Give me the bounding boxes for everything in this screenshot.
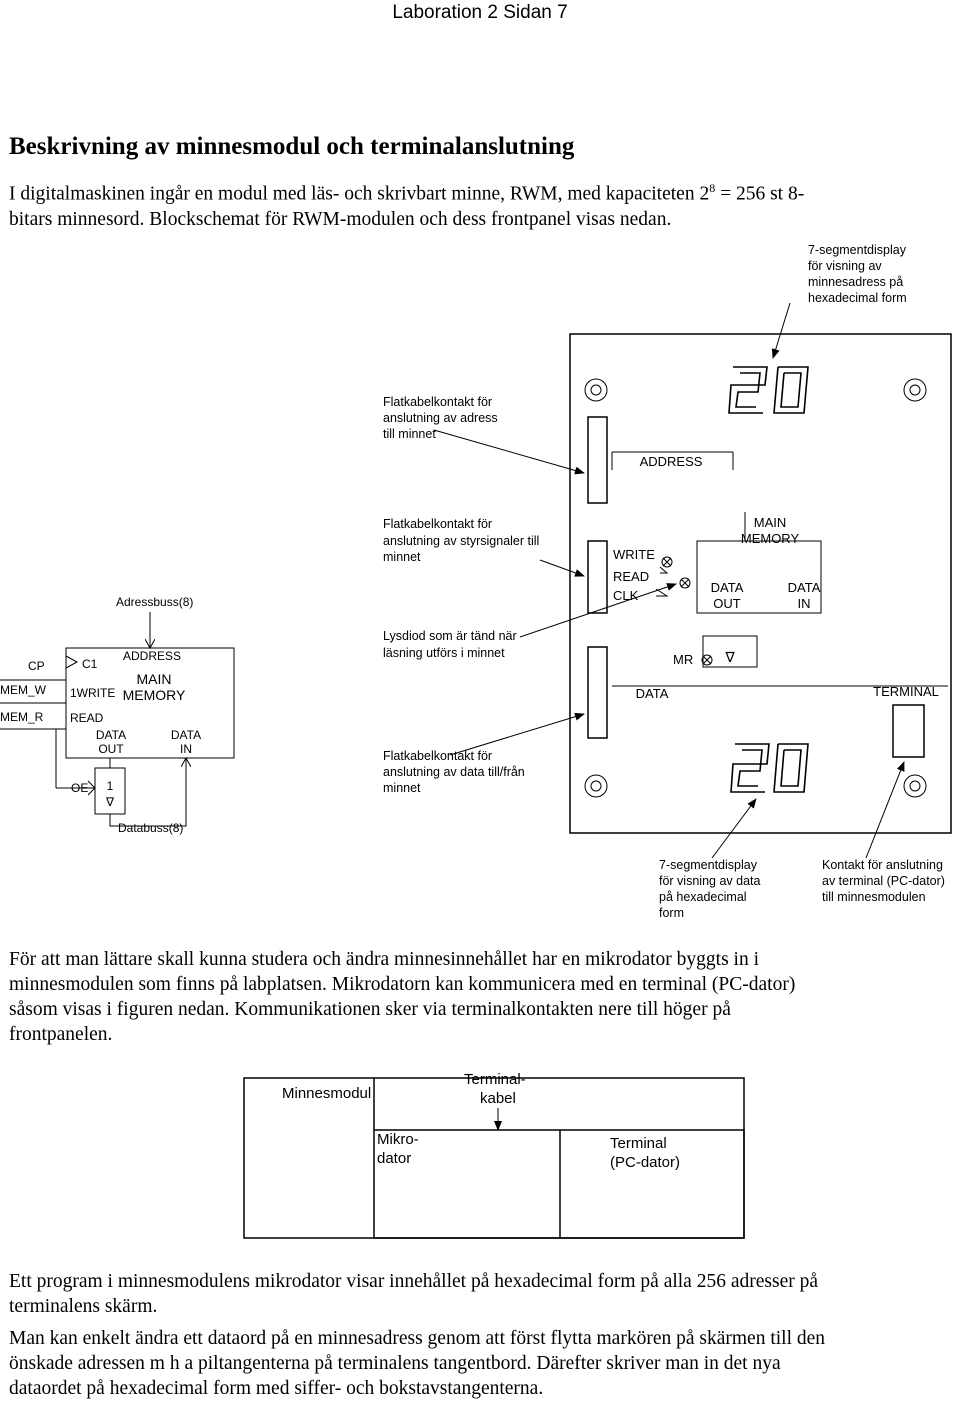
paragraph-edit: Man kan enkelt ändra ett dataord på en minnesadress genom att först flytta markören på skärmen till den önskade adressen m h a piltangenterna på terminalens tangentbord. Därefter skriver man in det nya dataordet på hexadecimal form med siffer- och bokstavstangenterna.	[9, 1328, 826, 1399]
panel-tristate-icon: ∇	[725, 649, 735, 665]
terminal-label-2: (PC-dator)	[610, 1154, 681, 1171]
panel-mr-label: MR	[673, 652, 694, 667]
c1-pin-label: C1	[82, 657, 98, 671]
annotation-flat-data: Flatkabelkontakt för anslutning av data till/från minnet	[383, 749, 525, 795]
block-memory-label: MEMORY	[122, 687, 186, 703]
annotation-terminal-contact: Kontakt för anslutning av terminal (PC-dator) till minnesmodulen	[822, 858, 945, 904]
intro-line-2: bitars minnesord. Blockschemat för RWM-modulen och dess frontpanel visas nedan.	[9, 208, 672, 230]
intro-line-1: I digitalmaskinen ingår en modul med läs- och skrivbart minne, RWM, med kapaciteten $2^8 = 256$ st 8-	[9, 181, 805, 205]
annotation-seg-addr: 7-segmentdisplay för visning av minnesadress på hexadecimal form	[808, 243, 907, 305]
micro-box	[374, 1130, 744, 1238]
panel-data-in-label-2: IN	[797, 596, 811, 611]
panel-read-label: READ	[613, 569, 650, 584]
panel-data-label: DATA	[635, 686, 669, 701]
panel-address-label: ADDRESS	[639, 454, 703, 469]
read-pin-label: READ	[70, 711, 104, 725]
annotation-seg-data: 7-segmentdisplay för visning av data på hexadecimal form	[659, 858, 761, 920]
micro-label-1: Mikro-	[377, 1131, 419, 1148]
mem-w-label: MEM_W	[0, 683, 46, 697]
section-heading: Beskrivning av minnesmodul och terminalanslutning	[9, 133, 575, 160]
panel-data-in-label-1: DATA	[787, 580, 821, 595]
panel-clk-label: CLK	[613, 588, 639, 603]
minnesmodul-label: Minnesmodul	[282, 1085, 372, 1102]
terminal-label-1: Terminal	[610, 1135, 667, 1152]
block-data-in-label-2: IN	[180, 742, 192, 756]
write-pin-label: 1WRITE	[70, 686, 116, 700]
panel-main-label: MAIN	[753, 515, 787, 530]
block-address-label: ADDRESS	[122, 649, 182, 663]
cable-label-1: Terminal-	[464, 1071, 526, 1088]
cp-label: CP	[28, 659, 45, 673]
databuss-label: Databuss(8)	[118, 821, 184, 835]
annotation-led: Lysdiod som är tänd när läsning utförs i minnet	[383, 629, 517, 660]
buffer-label: 1	[106, 779, 114, 793]
block-data-out-label-1: DATA	[95, 728, 127, 742]
panel-data-out-label-2: OUT	[713, 596, 741, 611]
panel-terminal-label: TERMINAL	[873, 684, 939, 699]
panel-memory-label: MEMORY	[740, 531, 800, 546]
oe-pin-label: OE	[71, 781, 89, 795]
block-data-in-label-1: DATA	[170, 728, 202, 742]
micro-label-2: dator	[377, 1150, 412, 1167]
panel-data-out-label-1: DATA	[710, 580, 744, 595]
page-header: Laboration 2 Sidan 7	[392, 2, 568, 23]
mem-r-label: MEM_R	[0, 710, 44, 724]
paragraph-microcomputer: För att man lättare skall kunna studera och ändra minnesinnehållet har en mikrodator byggts in i minnesmodulen som finns på labplatsen. Mikrodatorn kan kommunicera med en terminal (PC-dator) såsom visas i figuren nedan. Kommunikationen sker via terminalkontakten nere till höger på frontpanelen.	[9, 949, 796, 1045]
block-data-out-label-2: OUT	[98, 742, 124, 756]
paragraph-program: Ett program i minnesmodulens mikrodator visar innehållet på hexadecimal form på alla 256 adresser på terminalens skärm.	[9, 1271, 818, 1317]
annotation-flat-ctrl: Flatkabelkontakt för anslutning av styrsignaler till minnet	[383, 517, 540, 564]
block-main-label: MAIN	[136, 671, 172, 687]
adressbuss-label: Adressbuss(8)	[116, 595, 194, 609]
cable-label-2: kabel	[480, 1090, 516, 1107]
panel-write-label: WRITE	[613, 547, 655, 562]
buffer-tristate-icon: ∇	[105, 795, 115, 809]
annotation-flat-addr: Flatkabelkontakt för anslutning av adress till minnet	[383, 395, 498, 441]
